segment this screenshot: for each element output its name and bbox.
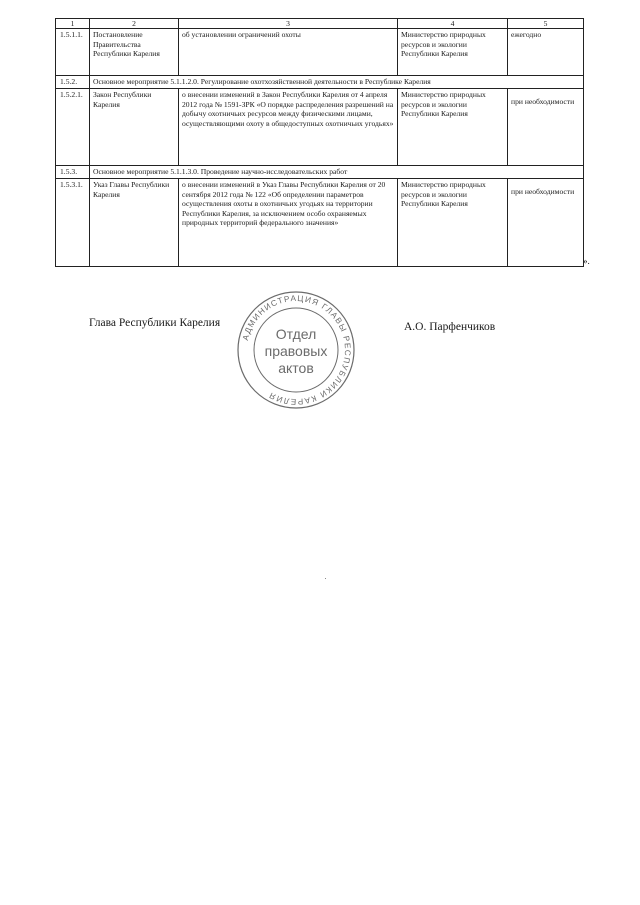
table-row <box>56 179 584 267</box>
document-type: Указ Главы Республики Карелия <box>90 179 179 267</box>
signatory-position: Глава Республики Карелия <box>89 317 221 329</box>
document-subject: о внесении изменений в Указ Главы Республики Карелия от 20 сентября 2012 года № 122 «Об определении параметров осуществления охоты в охотничьих угодьях на территории Республики Карелия, за исключением особо охраняемых природных территорий федерального значения» <box>179 179 398 267</box>
section-row <box>56 76 584 89</box>
deadline: при необходимости <box>508 89 584 166</box>
row-number: 1.5.2.1. <box>56 89 90 166</box>
department-stamp <box>236 290 356 410</box>
document-type: Постановление Правительства Республики Карелия <box>90 29 179 76</box>
header-col-3: 3 <box>179 19 398 29</box>
measures-table <box>55 18 584 267</box>
deadline: при необходимости <box>508 179 584 267</box>
responsible-executor: Министерство природных ресурсов и экологии Республики Карелия <box>398 29 508 76</box>
table-row <box>56 89 584 166</box>
responsible-executor: Министерство природных ресурсов и экологии Республики Карелия <box>398 89 508 166</box>
section-row <box>56 166 584 179</box>
signatory-name: А.О. Парфенчиков <box>404 321 496 333</box>
stamp-line-2: правовых <box>264 343 328 359</box>
row-number: 1.5.3.1. <box>56 179 90 267</box>
row-number: 1.5.3. <box>56 166 90 179</box>
stamp-line-3: актов <box>278 360 314 376</box>
table-row <box>56 29 584 76</box>
scan-speck <box>325 578 326 579</box>
closing-quote-mark: ». <box>583 256 590 266</box>
stamp-line-1: Отдел <box>275 326 317 342</box>
row-number: 1.5.1.1. <box>56 29 90 76</box>
header-col-1: 1 <box>56 19 90 29</box>
document-subject: о внесении изменений в Закон Республики Карелия от 4 апреля 2012 года № 1591-ЗРК «О порядке распределения разрешений на добычу охотничьих ресурсов между физическими лицами, осуществляющими охоту в общедоступных охотничьих угодьях» <box>179 89 398 166</box>
deadline: ежегодно <box>508 29 584 76</box>
row-number: 1.5.2. <box>56 76 90 89</box>
header-col-4: 4 <box>398 19 508 29</box>
document-type: Закон Республики Карелия <box>90 89 179 166</box>
stamp-ring-text: АДМИНИСТРАЦИЯ ГЛАВЫ РЕСПУБЛИКИ КАРЕЛИЯ <box>240 293 353 407</box>
section-title: Основное мероприятие 5.1.1.3.0. Проведение научно-исследовательских работ <box>90 166 584 179</box>
responsible-executor: Министерство природных ресурсов и экологии Республики Карелия <box>398 179 508 267</box>
table-header-row <box>56 19 584 29</box>
document-subject: об установлении ограничений охоты <box>179 29 398 76</box>
header-col-2: 2 <box>90 19 179 29</box>
section-title: Основное мероприятие 5.1.1.2.0. Регулирование охотхозяйственной деятельности в Республике Карелия <box>90 76 584 89</box>
header-col-5: 5 <box>508 19 584 29</box>
